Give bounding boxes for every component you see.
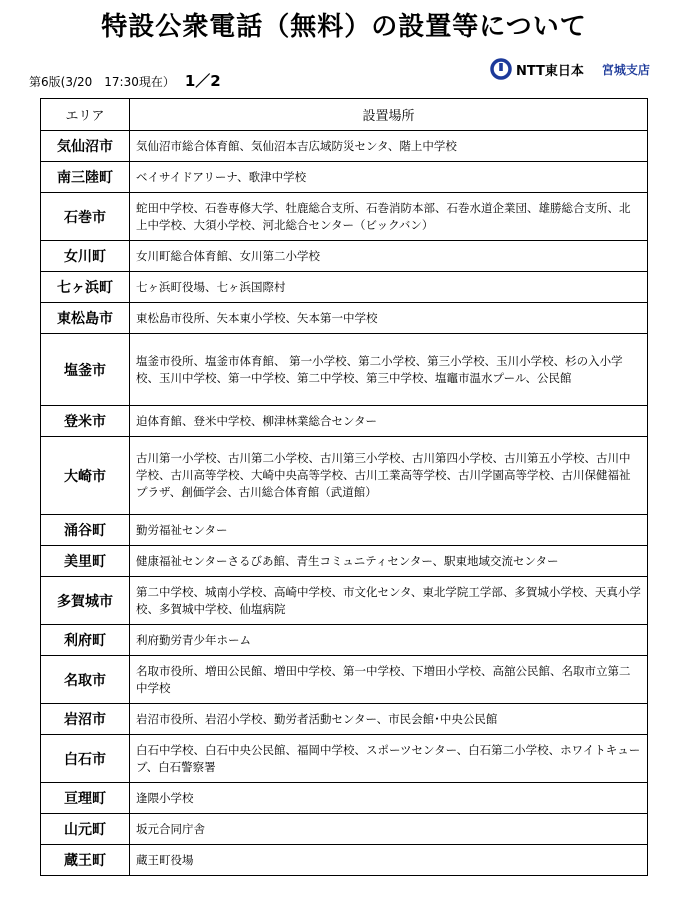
area-cell: 名取市 [41, 656, 130, 704]
area-cell: 七ヶ浜町 [41, 272, 130, 303]
area-cell: 蔵王町 [41, 845, 130, 876]
table-row [41, 303, 648, 334]
area-cell: 亘理町 [41, 783, 130, 814]
location-cell: 蔵王町役場 [130, 845, 648, 876]
table-row [41, 783, 648, 814]
table-row [41, 437, 648, 515]
table-row [41, 193, 648, 241]
area-cell: 涌谷町 [41, 515, 130, 546]
location-cell: 古川第一小学校、古川第二小学校、古川第三小学校、古川第四小学校、古川第五小学校、古川中学校、古川高等学校、大崎中央高等学校、古川工業高等学校、古川学園高等学校、古川保健福祉プラザ、創価学会、古川総合体育館（武道館） [130, 437, 648, 515]
table-row [41, 241, 648, 272]
table-row [41, 735, 648, 783]
area-cell: 大崎市 [41, 437, 130, 515]
brand-name: NTT東日本 [516, 63, 584, 79]
location-cell: 気仙沼市総合体育館、気仙沼本吉広域防災センタ、階上中学校 [130, 131, 648, 162]
area-cell: 白石市 [41, 735, 130, 783]
area-cell: 東松島市 [41, 303, 130, 334]
table-row [41, 162, 648, 193]
header-area: エリア [41, 99, 130, 131]
location-cell: 名取市役所、増田公民館、増田中学校、第一中学校、下増田小学校、高舘公民館、名取市立第二中学校 [130, 656, 648, 704]
location-cell: 蛇田中学校、石巻専修大学、牡鹿総合支所、石巻消防本部、石巻水道企業団、雄勝総合支所、北上中学校、大須小学校、河北総合センター（ビックバン） [130, 193, 648, 241]
location-cell: 白石中学校、白石中央公民館、福岡中学校、スポーツセンター、白石第二小学校、ホワイトキューブ、白石警察署 [130, 735, 648, 783]
table-row [41, 845, 648, 876]
location-cell: 第二中学校、城南小学校、高崎中学校、市文化センタ、東北学院工学部、多賀城小学校、天真小学校、多賀城中学校、仙塩病院 [130, 577, 648, 625]
area-cell: 石巻市 [41, 193, 130, 241]
area-cell: 美里町 [41, 546, 130, 577]
page-title: 特設公衆電話（無料）の設置等について [101, 12, 587, 42]
table-row [41, 656, 648, 704]
area-cell: 女川町 [41, 241, 130, 272]
location-cell: 塩釜市役所、塩釜市体育館、 第一小学校、第二小学校、第三小学校、玉川小学校、杉の入小学校、玉川中学校、第一中学校、第二中学校、第三中学校、塩竈市温水プール、公民館 [130, 334, 648, 406]
edition-info [29, 70, 221, 91]
location-cell: 東松島市役所、矢本東小学校、矢本第一中学校 [130, 303, 648, 334]
location-cell: 七ヶ浜町役場、七ヶ浜国際村 [130, 272, 648, 303]
area-cell: 多賀城市 [41, 577, 130, 625]
location-cell: 健康福祉センターさるびあ館、青生コミュニティセンター、駅東地域交流センター [130, 546, 648, 577]
page-number: 1／2 [184, 72, 221, 90]
table-header-row [41, 99, 648, 131]
location-cell: 岩沼市役所、岩沼小学校、勤労者活動センター、市民会館･中央公民館 [130, 704, 648, 735]
area-cell: 山元町 [41, 814, 130, 845]
table-row [41, 334, 648, 406]
table-row [41, 546, 648, 577]
table-row [41, 272, 648, 303]
table-row [41, 406, 648, 437]
area-cell: 気仙沼市 [41, 131, 130, 162]
installation-table [40, 98, 648, 876]
table-row [41, 131, 648, 162]
table-row [41, 515, 648, 546]
table-row [41, 814, 648, 845]
branch-name: 宮城支店 [601, 62, 650, 77]
table-row [41, 704, 648, 735]
location-cell: 女川町総合体育館、女川第二小学校 [130, 241, 648, 272]
area-cell: 岩沼市 [41, 704, 130, 735]
edition-label: 第6版(3/20 17:30現在） [29, 75, 175, 89]
table-row [41, 625, 648, 656]
ntt-logo [490, 58, 650, 80]
location-cell: 勤労福祉センター [130, 515, 648, 546]
ntt-logo-icon [490, 58, 512, 80]
location-cell: 逢隈小学校 [130, 783, 648, 814]
location-cell: ベイサイドアリーナ、歌津中学校 [130, 162, 648, 193]
location-cell: 利府勤労青少年ホーム [130, 625, 648, 656]
area-cell: 利府町 [41, 625, 130, 656]
location-cell: 坂元合同庁舎 [130, 814, 648, 845]
area-cell: 南三陸町 [41, 162, 130, 193]
location-cell: 迫体育館、登米中学校、柳津林業総合センター [130, 406, 648, 437]
header-location: 設置場所 [130, 99, 648, 131]
table-row [41, 577, 648, 625]
area-cell: 塩釜市 [41, 334, 130, 406]
area-cell: 登米市 [41, 406, 130, 437]
